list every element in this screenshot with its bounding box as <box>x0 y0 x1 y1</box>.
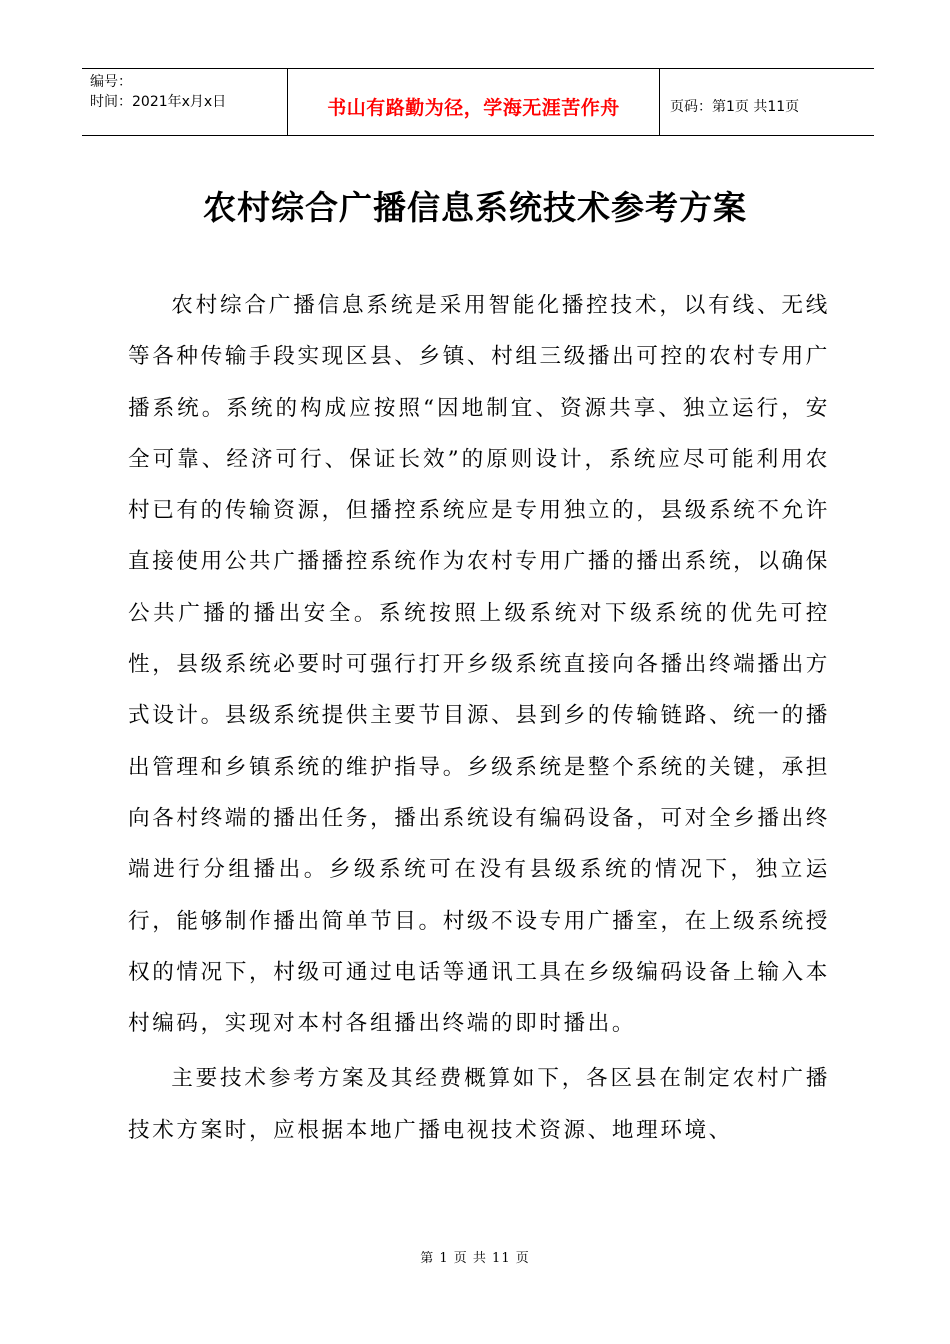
motto-text: 书山有路勤为径，学海无涯苦作舟 <box>327 96 620 119</box>
header-motto-cell <box>287 69 660 135</box>
paragraph-2: 主要技术参考方案及其经费概算如下，各区县在制定农村广播技术方案时，应根据本地广播电视技术资源、地理环境、 <box>128 1066 830 1143</box>
number-label: 编号： <box>90 74 132 90</box>
page-info-text: 页码：第1页 共11页 <box>670 99 800 115</box>
header-page-info <box>660 69 874 135</box>
paragraph-1: 农村综合广播信息系统是采用智能化播控技术，以有线、无线等各种传输手段实现区县、乡镇、村组三级播出可控的农村专用广播系统。系统的构成应按照“因地制宜、资源共享、独立运行，安全可靠、经济可行、保证长效”的原则设计，系统应尽可能利用农村已有的传输资源，但播控系统应是专用独立的，县级系统不允许直接使用公共广播播控系统作为农村专用广播的播出系统，以确保公共广播的播出安全。系统按照上级系统对下级系统的优先可控性，县级系统必要时可强行打开乡级系统直接向各播出终端播出方式设计。县级系统提供主要节目源、县到乡的传输链路、统一的播出管理和乡镇系统的维护指导。乡级系统是整个系统的关键，承担向各村终端的播出任务，播出系统设有编码设备，可对全乡播出终端进行分组播出。乡级系统可在没有县级系统的情况下，独立运行，能够制作播出简单节目。村级不设专用广播室，在上级系统授权的情况下，村级可通过电话等通讯工具在乡级编码设备上输入本村编码，实现对本村各组播出终端的即时播出。 <box>128 293 830 1037</box>
header-table <box>82 68 874 136</box>
document-body <box>128 280 830 1160</box>
time-label: 时间：2021年x月x日 <box>90 94 227 110</box>
header-meta <box>82 69 287 135</box>
document-title: 农村综合广播信息系统技术参考方案 <box>203 188 747 227</box>
page-footer: 第 1 页 共 11 页 <box>420 1251 530 1266</box>
